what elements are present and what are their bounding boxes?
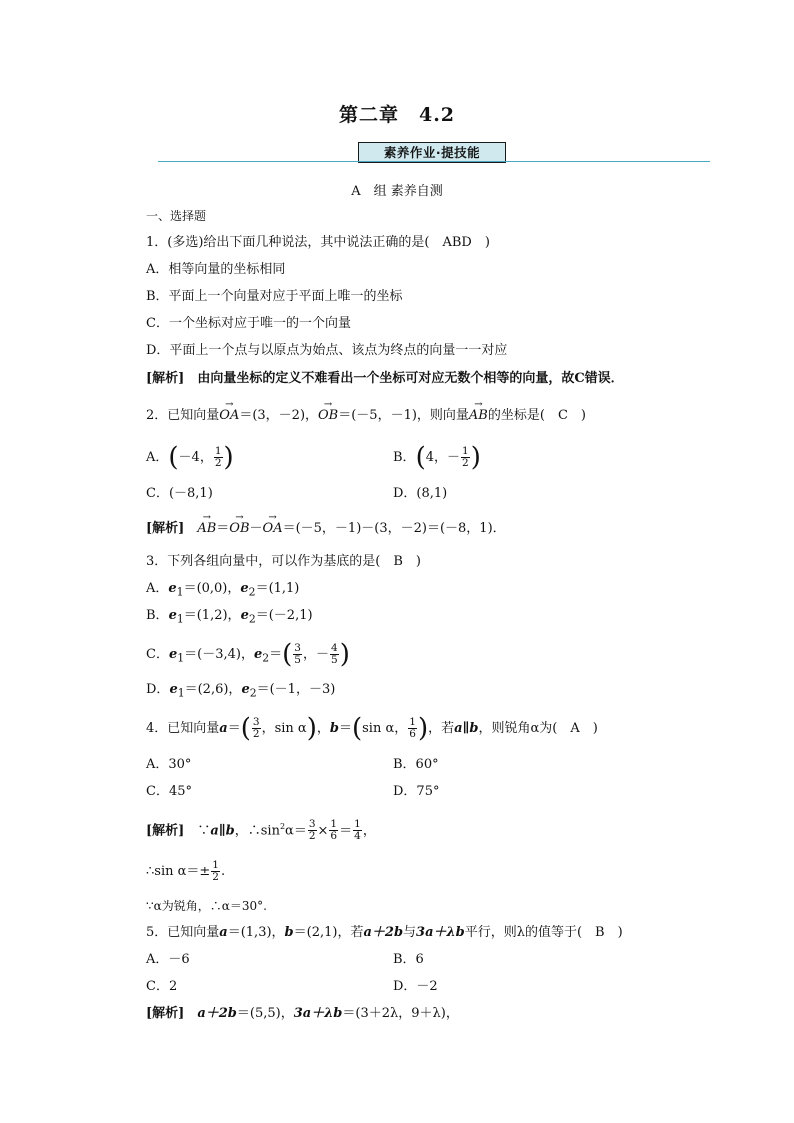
q1-option-d: D．平面上一个点与以原点为始点、该点为终点的向量一一对应 <box>146 343 508 358</box>
section-heading: 一、选择题 <box>146 209 207 223</box>
q5-option-c: C．2 <box>146 979 178 994</box>
q4-analysis-3: ∵α为锐角，∴α＝30°. <box>146 899 267 913</box>
q2-option-a: A．(－4， $\frac{1}{2}$ ) <box>146 442 234 473</box>
header-divider <box>158 161 710 162</box>
q1-option-b: B．平面上一个向量对应于平面上唯一的坐标 <box>146 289 403 304</box>
q5-option-d: D．－2 <box>393 979 438 994</box>
page-title: 第二章 4.2 <box>338 104 456 126</box>
q5-option-b: B．6 <box>393 952 424 967</box>
q2-analysis: [解析] → AB＝→ OB－→ OA＝(－5，－1)－(3，－2)＝(－8，1)． <box>146 520 506 538</box>
q5-option-a: A．－6 <box>146 952 190 967</box>
analysis-tag: [解析] <box>146 371 185 386</box>
q1-analysis <box>146 370 624 388</box>
q4-analysis-2: ∴sin α＝± $\frac{1}{2}$ . <box>146 859 226 883</box>
q2-option-b: B．(4，－ $\frac{1}{2}$ ) <box>393 442 481 473</box>
q4-option-b: B．60° <box>393 757 439 772</box>
q5-stem: 5．已知向量a＝(1,3)，b＝(2,1)，若a＋2b与3a＋λb平行，则λ的值等于( B ) <box>146 925 623 940</box>
section-banner: 素养作业·提技能 <box>358 142 506 163</box>
q1-option-c: C．一个坐标对应于唯一的一个向量 <box>146 316 351 331</box>
q2-option-c: C．(－8,1) <box>146 486 213 501</box>
q2-stem: 2．已知向量→ OA＝(3，－2)，→ OB＝(－5，－1)，则向量→ AB的坐标是( C ) <box>146 407 586 425</box>
q4-option-d: D．75° <box>393 784 440 799</box>
q3-option-b: B．$e_1=(1,2)$，$e_2=(-2,1)$ <box>146 608 313 626</box>
group-heading: A 组 素养自测 <box>351 184 443 199</box>
vector-ob: → OB <box>318 407 338 425</box>
q3-option-d: D．$e_1=(2,6)$，$e_2=(-1$，－3) <box>146 682 336 700</box>
q4-option-a: A．30° <box>146 757 192 772</box>
vector-ab: → AB <box>469 407 488 425</box>
vector-oa: → OA <box>219 407 239 425</box>
q1-stem: 1．(多选)给出下面几种说法，其中说法正确的是( ABD ) <box>146 235 490 250</box>
q3-stem: 3．下列各组向量中，可以作为基底的是( B ) <box>146 554 421 569</box>
q1-option-a: A．相等向量的坐标相同 <box>146 262 286 277</box>
q4-analysis-1: [解析] ∵a∥b，$\therefore\sin^2\alpha=$ $\frac{3}{2}$ × $\frac{1}{6}$ ＝ $\frac{1}{4}$ ， <box>146 818 376 843</box>
q2-option-d: D．(8,1) <box>393 486 448 501</box>
q5-analysis: [解析] a＋2b＝(5,5)，3a＋λb＝(3＋2λ，9＋λ)， <box>146 1006 459 1021</box>
analysis-text: 由向量坐标的定义不难看出一个坐标可对应无数个相等的向量，故C错误． <box>197 371 624 386</box>
q3-option-a: A．$e_1=(0,0)$，$e_2=(1,1)$ <box>146 581 300 599</box>
q4-stem: 4．已知向量a＝( $\frac{3}{2}$ ，sin α)，b＝(sin α， $\frac{1}{6}$ )，若a∥b，则锐角α为( A ) <box>146 713 598 744</box>
q4-option-c: C．45° <box>146 784 192 799</box>
q3-option-c: C．$e_1=(-3,4)$，$e_2=$( $\frac{3}{5}$ ，－ $\frac{4}{5}$ ) <box>146 639 350 670</box>
